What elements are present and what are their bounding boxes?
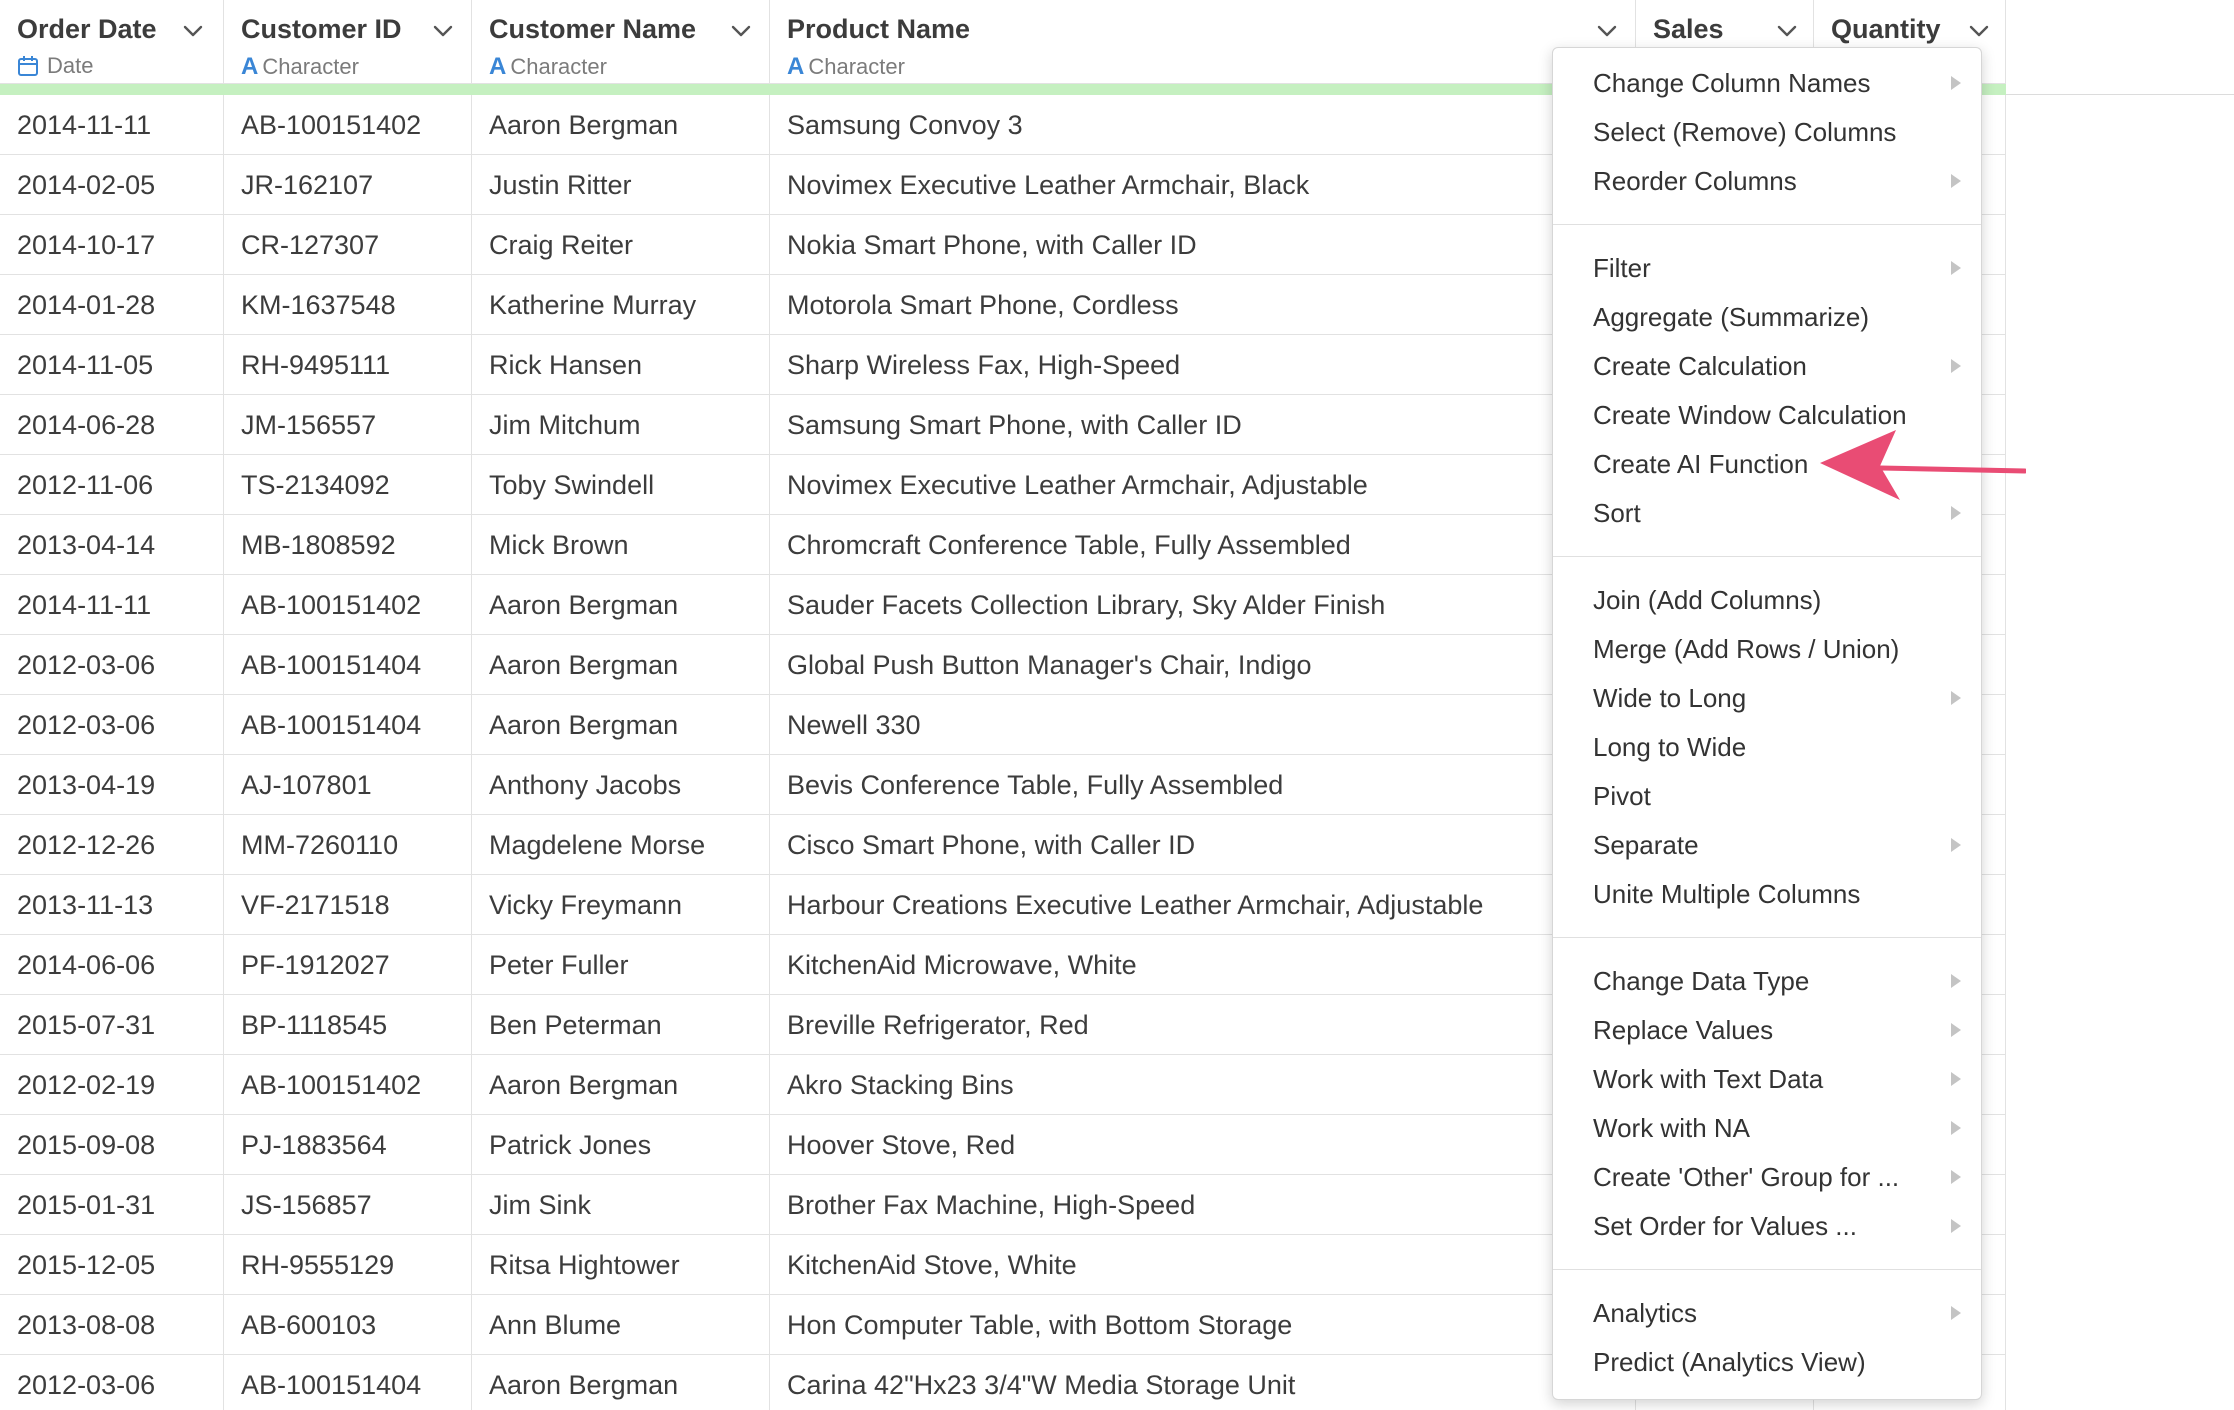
table-cell: Global Push Button Manager's Chair, Indigo	[770, 635, 1636, 695]
column-type	[17, 53, 93, 79]
submenu-arrow-icon	[1951, 1121, 1961, 1135]
submenu-arrow-icon	[1951, 359, 1961, 373]
table-cell: 2014-10-17	[0, 215, 224, 275]
menu-item-change-data-type[interactable]	[1553, 958, 1981, 1004]
table-cell: Mick Brown	[472, 515, 770, 575]
table-cell: 2012-12-26	[0, 815, 224, 875]
table-cell: Nokia Smart Phone, with Caller ID	[770, 215, 1636, 275]
column-context-menu	[1552, 47, 1982, 1400]
table-cell: Ritsa Hightower	[472, 1235, 770, 1295]
menu-item-label: Unite Multiple Columns	[1593, 879, 1861, 909]
submenu-arrow-icon	[1951, 1023, 1961, 1037]
menu-item-separate[interactable]	[1553, 822, 1981, 868]
table-cell: 2012-02-19	[0, 1055, 224, 1115]
table-cell: MB-1808592	[224, 515, 472, 575]
submenu-arrow-icon	[1951, 76, 1961, 90]
table-cell: Aaron Bergman	[472, 95, 770, 155]
menu-item-label: Sort	[1593, 498, 1641, 528]
table-cell: 2014-01-28	[0, 275, 224, 335]
menu-item-label: Long to Wide	[1593, 732, 1747, 762]
table-cell: VF-2171518	[224, 875, 472, 935]
menu-item-select-remove-columns[interactable]	[1553, 109, 1981, 155]
table-cell: Aaron Bergman	[472, 635, 770, 695]
table-cell: Aaron Bergman	[472, 1355, 770, 1410]
menu-item-work-with-text-data[interactable]	[1553, 1056, 1981, 1102]
table-cell: 2014-06-28	[0, 395, 224, 455]
table-cell: Rick Hansen	[472, 335, 770, 395]
menu-item-create-calculation[interactable]	[1553, 343, 1981, 389]
table-cell: TS-2134092	[224, 455, 472, 515]
submenu-arrow-icon	[1951, 1306, 1961, 1320]
table-cell: Chromcraft Conference Table, Fully Assembled	[770, 515, 1636, 575]
menu-item-label: Create Calculation	[1593, 351, 1807, 381]
table-cell: AB-100151404	[224, 695, 472, 755]
column-type-label: Character	[510, 54, 607, 79]
submenu-arrow-icon	[1951, 1219, 1961, 1233]
submenu-arrow-icon	[1951, 506, 1961, 520]
table-cell: KitchenAid Microwave, White	[770, 935, 1636, 995]
menu-item-label: Replace Values	[1593, 1015, 1774, 1045]
menu-item-label: Create Window Calculation	[1593, 400, 1907, 430]
menu-item-label: Work with Text Data	[1593, 1064, 1824, 1094]
table-cell: Ben Peterman	[472, 995, 770, 1055]
column-name: Sales	[1653, 14, 1724, 44]
table-cell: Newell 330	[770, 695, 1636, 755]
column-name: Customer ID	[241, 14, 402, 44]
submenu-arrow-icon	[1951, 261, 1961, 275]
menu-item-pivot[interactable]	[1553, 773, 1981, 819]
menu-item-change-column-names[interactable]	[1553, 60, 1981, 106]
menu-item-reorder-columns[interactable]	[1553, 158, 1981, 204]
table-cell: MM-7260110	[224, 815, 472, 875]
table-cell: 2013-04-19	[0, 755, 224, 815]
menu-item-label: Create 'Other' Group for ...	[1593, 1162, 1900, 1192]
menu-separator	[1553, 224, 1981, 225]
table-cell: Breville Refrigerator, Red	[770, 995, 1636, 1055]
table-cell: Samsung Convoy 3	[770, 95, 1636, 155]
menu-item-join-add-columns[interactable]	[1553, 577, 1981, 623]
table-cell: 2012-11-06	[0, 455, 224, 515]
chevron-down-icon[interactable]	[1968, 20, 1990, 42]
table-cell: Jim Mitchum	[472, 395, 770, 455]
menu-item-label: Join (Add Columns)	[1593, 585, 1822, 615]
menu-item-wide-to-long[interactable]	[1553, 675, 1981, 721]
table-cell: Aaron Bergman	[472, 1055, 770, 1115]
table-cell: Motorola Smart Phone, Cordless	[770, 275, 1636, 335]
menu-item-label: Analytics	[1593, 1298, 1698, 1328]
menu-item-predict-analytics-view[interactable]	[1553, 1339, 1981, 1385]
table-cell: Sauder Facets Collection Library, Sky Alder Finish	[770, 575, 1636, 635]
menu-item-label: Change Column Names	[1593, 68, 1871, 98]
table-cell: 2014-02-05	[0, 155, 224, 215]
table-cell: Hon Computer Table, with Bottom Storage	[770, 1295, 1636, 1355]
table-cell: 2012-03-06	[0, 1355, 224, 1410]
submenu-arrow-icon	[1951, 974, 1961, 988]
character-type-icon: A	[787, 53, 805, 80]
menu-item-label: Reorder Columns	[1593, 166, 1797, 196]
table-cell: Aaron Bergman	[472, 695, 770, 755]
table-cell: 2015-07-31	[0, 995, 224, 1055]
column-header-3[interactable]	[770, 0, 1636, 84]
pointer-arrow-icon	[1820, 430, 2026, 500]
column-header-1[interactable]	[224, 0, 472, 84]
character-type-icon: A	[489, 53, 507, 80]
column-name: Order Date	[17, 14, 157, 44]
menu-item-long-to-wide[interactable]	[1553, 724, 1981, 770]
table-cell: Magdelene Morse	[472, 815, 770, 875]
chevron-down-icon[interactable]	[1776, 20, 1798, 42]
column-type-label: Date	[47, 53, 94, 78]
table-cell: AJ-107801	[224, 755, 472, 815]
table-cell: 2013-08-08	[0, 1295, 224, 1355]
table-cell: Samsung Smart Phone, with Caller ID	[770, 395, 1636, 455]
table-cell: AB-100151404	[224, 1355, 472, 1410]
menu-item-label: Pivot	[1593, 781, 1651, 811]
table-cell: Ann Blume	[472, 1295, 770, 1355]
table-cell: Carina 42"Hx23 3/4"W Media Storage Unit	[770, 1355, 1636, 1410]
table-cell: 2014-11-11	[0, 575, 224, 635]
menu-item-label: Aggregate (Summarize)	[1593, 302, 1869, 332]
table-cell: Akro Stacking Bins	[770, 1055, 1636, 1115]
menu-item-label: Set Order for Values ...	[1593, 1211, 1857, 1241]
table-cell: Harbour Creations Executive Leather Armchair, Adjustable	[770, 875, 1636, 935]
menu-item-work-with-na[interactable]	[1553, 1105, 1981, 1151]
menu-item-label: Merge (Add Rows / Union)	[1593, 634, 1900, 664]
menu-item-unite-multiple-columns[interactable]	[1553, 871, 1981, 917]
menu-item-create-other-group-for[interactable]	[1553, 1154, 1981, 1200]
submenu-arrow-icon	[1951, 691, 1961, 705]
menu-item-label: Predict (Analytics View)	[1593, 1347, 1866, 1377]
column-name: Quantity	[1831, 14, 1941, 44]
table-cell: 2013-11-13	[0, 875, 224, 935]
menu-item-filter[interactable]	[1553, 245, 1981, 291]
menu-item-analytics[interactable]	[1553, 1290, 1981, 1336]
table-cell: 2012-03-06	[0, 635, 224, 695]
table-cell: KM-1637548	[224, 275, 472, 335]
table-cell: Jim Sink	[472, 1175, 770, 1235]
menu-item-label: Change Data Type	[1593, 966, 1810, 996]
table-cell: 2013-04-14	[0, 515, 224, 575]
submenu-arrow-icon	[1951, 1170, 1961, 1184]
table-cell: JS-156857	[224, 1175, 472, 1235]
column-header-2[interactable]	[472, 0, 770, 84]
column-type-label: Character	[808, 54, 905, 79]
menu-separator	[1553, 556, 1981, 557]
table-cell: Cisco Smart Phone, with Caller ID	[770, 815, 1636, 875]
table-cell: RH-9555129	[224, 1235, 472, 1295]
menu-item-label: Separate	[1593, 830, 1699, 860]
menu-item-aggregate-summarize[interactable]	[1553, 294, 1981, 340]
chevron-down-icon[interactable]	[730, 20, 752, 42]
table-cell: Hoover Stove, Red	[770, 1115, 1636, 1175]
character-type-icon: A	[241, 53, 259, 80]
table-cell: Patrick Jones	[472, 1115, 770, 1175]
submenu-arrow-icon	[1951, 838, 1961, 852]
table-cell: AB-100151402	[224, 95, 472, 155]
table-cell: RH-9495111	[224, 335, 472, 395]
table-cell: 2015-01-31	[0, 1175, 224, 1235]
table-cell: Vicky Freymann	[472, 875, 770, 935]
table-cell: Justin Ritter	[472, 155, 770, 215]
chevron-down-icon[interactable]	[1596, 20, 1618, 42]
chevron-down-icon[interactable]	[182, 20, 204, 42]
menu-item-label: Create AI Function	[1593, 449, 1809, 479]
table-cell: PF-1912027	[224, 935, 472, 995]
table-cell: BP-1118545	[224, 995, 472, 1055]
menu-item-label: Wide to Long	[1593, 683, 1747, 713]
column-name: Customer Name	[489, 14, 697, 44]
table-cell: JR-162107	[224, 155, 472, 215]
menu-item-replace-values[interactable]	[1553, 1007, 1981, 1053]
submenu-arrow-icon	[1951, 1072, 1961, 1086]
menu-item-label: Select (Remove) Columns	[1593, 117, 1897, 147]
menu-item-merge-add-rows-union[interactable]	[1553, 626, 1981, 672]
menu-separator	[1553, 1269, 1981, 1270]
menu-separator	[1553, 937, 1981, 938]
table-cell: 2015-12-05	[0, 1235, 224, 1295]
menu-item-label: Filter	[1593, 253, 1651, 283]
column-type	[241, 53, 359, 81]
table-cell: Novimex Executive Leather Armchair, Adjustable	[770, 455, 1636, 515]
table-cell: AB-100151404	[224, 635, 472, 695]
table-cell: JM-156557	[224, 395, 472, 455]
table-cell: Bevis Conference Table, Fully Assembled	[770, 755, 1636, 815]
table-cell: Craig Reiter	[472, 215, 770, 275]
column-type	[489, 53, 607, 81]
menu-item-label: Work with NA	[1593, 1113, 1750, 1143]
table-cell: Toby Swindell	[472, 455, 770, 515]
submenu-arrow-icon	[1951, 174, 1961, 188]
table-cell: Peter Fuller	[472, 935, 770, 995]
column-header-0[interactable]	[0, 0, 224, 84]
table-cell: PJ-1883564	[224, 1115, 472, 1175]
table-cell: KitchenAid Stove, White	[770, 1235, 1636, 1295]
column-type-label: Character	[262, 54, 359, 79]
table-cell: Novimex Executive Leather Armchair, Black	[770, 155, 1636, 215]
table-cell: AB-100151402	[224, 575, 472, 635]
table-cell: 2014-06-06	[0, 935, 224, 995]
table-cell: 2014-11-05	[0, 335, 224, 395]
chevron-down-icon[interactable]	[432, 20, 454, 42]
table-cell: AB-100151402	[224, 1055, 472, 1115]
table-cell: Katherine Murray	[472, 275, 770, 335]
table-cell: Brother Fax Machine, High-Speed	[770, 1175, 1636, 1235]
table-cell: 2012-03-06	[0, 695, 224, 755]
table-cell: Sharp Wireless Fax, High-Speed	[770, 335, 1636, 395]
table-cell: 2015-09-08	[0, 1115, 224, 1175]
table-cell: Aaron Bergman	[472, 575, 770, 635]
table-cell: Anthony Jacobs	[472, 755, 770, 815]
table-cell: 2014-11-11	[0, 95, 224, 155]
table-cell: CR-127307	[224, 215, 472, 275]
calendar-icon	[17, 55, 39, 77]
header-empty-area	[2006, 0, 2234, 95]
table-cell: AB-600103	[224, 1295, 472, 1355]
column-name: Product Name	[787, 14, 971, 44]
menu-item-set-order-for-values[interactable]	[1553, 1203, 1981, 1249]
column-type	[787, 53, 905, 81]
